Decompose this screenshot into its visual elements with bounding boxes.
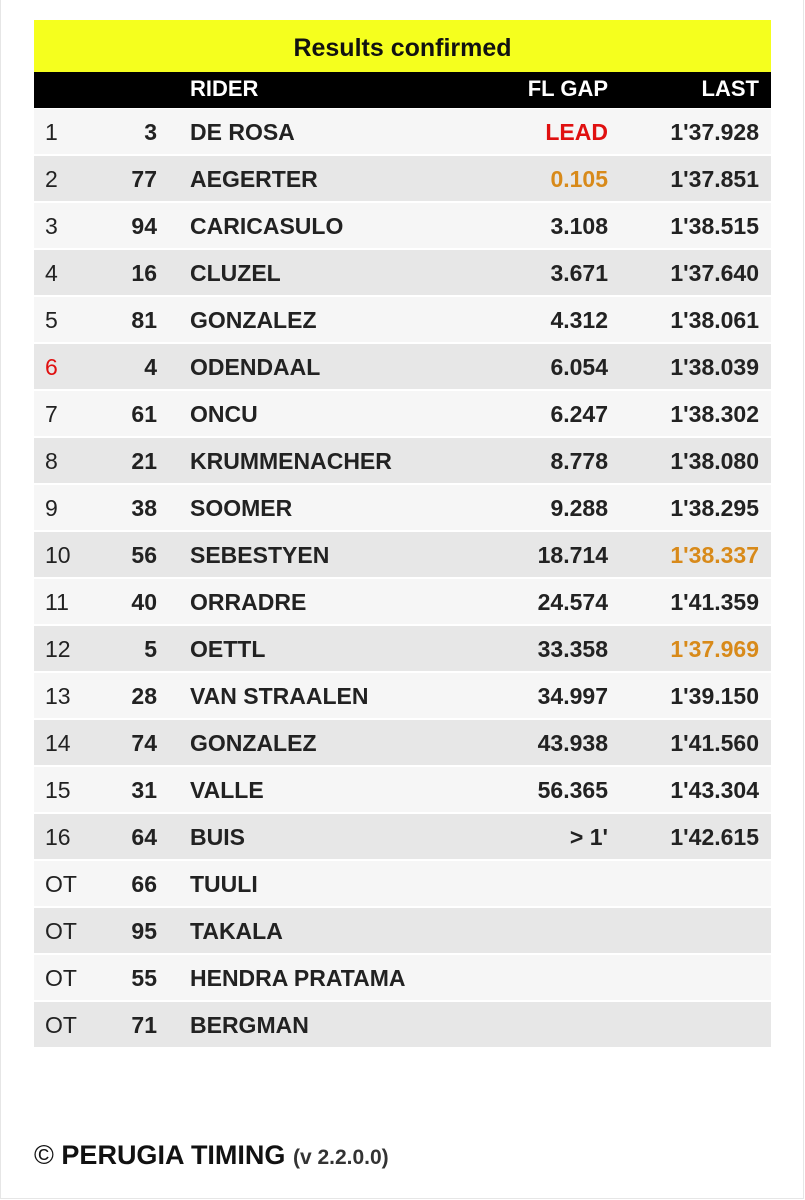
rider-number-cell: 71	[131, 1012, 157, 1038]
table-row	[34, 720, 771, 767]
rider-name-cell: SOOMER	[190, 495, 293, 521]
rider-name-cell: VAN STRAALEN	[190, 683, 369, 709]
table-row	[34, 908, 771, 955]
fl-gap-cell: 0.105	[550, 166, 608, 192]
table-row	[34, 344, 771, 391]
rider-number-cell: 28	[131, 683, 157, 709]
last-lap-cell: 1'38.061	[670, 307, 759, 333]
fl-gap-cell: 6.247	[550, 401, 608, 427]
rider-name-cell: SEBESTYEN	[190, 542, 330, 568]
position-cell: 5	[45, 307, 58, 333]
last-lap-cell: 1'37.969	[670, 636, 759, 662]
rider-name-cell: KRUMMENACHER	[190, 448, 392, 474]
last-lap-cell: 1'37.640	[670, 260, 759, 286]
rider-name-cell: OETTL	[190, 636, 266, 662]
rider-name-cell: TUULI	[190, 871, 258, 897]
position-cell: 15	[45, 777, 71, 803]
position-cell: 2	[45, 166, 58, 192]
footer-version: (v 2.2.0.0)	[292, 1146, 389, 1169]
table-row	[34, 1002, 771, 1049]
position-cell: 3	[45, 213, 58, 239]
rider-number-cell: 55	[131, 965, 157, 991]
table-header	[34, 72, 771, 108]
position-cell: OT	[45, 1012, 77, 1038]
position-cell: OT	[45, 965, 77, 991]
position-cell: 8	[45, 448, 58, 474]
position-cell: 13	[45, 683, 71, 709]
rider-name-cell: TAKALA	[190, 918, 283, 944]
table-row	[34, 955, 771, 1002]
fl-gap-cell: 8.778	[550, 448, 608, 474]
column-header-fl-gap: FL GAP	[527, 76, 608, 101]
rider-number-cell: 5	[144, 636, 157, 662]
rider-number-cell: 31	[131, 777, 157, 803]
rider-number-cell: 66	[131, 871, 157, 897]
table-row	[34, 626, 771, 673]
last-lap-cell: 1'43.304	[670, 777, 759, 803]
last-lap-cell: 1'41.560	[670, 730, 759, 756]
position-cell: 1	[45, 119, 58, 145]
table-row	[34, 532, 771, 579]
results-status-banner: Results confirmed	[34, 20, 771, 72]
last-lap-cell: 1'38.302	[670, 401, 759, 427]
rider-name-cell: GONZALEZ	[190, 730, 317, 756]
last-lap-cell: 1'38.039	[670, 354, 759, 380]
table-row	[34, 203, 771, 250]
fl-gap-cell: > 1'	[569, 824, 608, 850]
table-row	[34, 438, 771, 485]
rider-name-cell: AEGERTER	[190, 166, 318, 192]
rider-number-cell: 56	[131, 542, 157, 568]
position-cell: 4	[45, 260, 58, 286]
last-lap-cell: 1'38.295	[670, 495, 759, 521]
last-lap-cell: 1'39.150	[670, 683, 759, 709]
rider-name-cell: ONCU	[190, 401, 258, 427]
position-cell: OT	[45, 871, 77, 897]
fl-gap-cell: 43.938	[537, 730, 608, 756]
position-cell: 7	[45, 401, 58, 427]
rider-number-cell: 4	[144, 354, 157, 380]
last-lap-cell: 1'41.359	[670, 589, 759, 615]
footer-brand: PERUGIA TIMING	[61, 1140, 286, 1170]
rider-name-cell: CLUZEL	[190, 260, 281, 286]
rider-name-cell: GONZALEZ	[190, 307, 317, 333]
last-lap-cell: 1'37.928	[670, 119, 759, 145]
table-row	[34, 579, 771, 626]
fl-gap-cell: 3.671	[550, 260, 608, 286]
copyright-symbol: ©	[34, 1140, 54, 1170]
fl-gap-cell: 33.358	[537, 636, 608, 662]
table-row	[34, 109, 771, 156]
fl-gap-cell: 24.574	[537, 589, 608, 615]
rider-number-cell: 3	[144, 119, 157, 145]
column-header-rider: RIDER	[190, 76, 259, 101]
rider-name-cell: ORRADRE	[190, 589, 307, 615]
table-row	[34, 297, 771, 344]
last-lap-cell: 1'37.851	[670, 166, 759, 192]
last-lap-cell: 1'38.080	[670, 448, 759, 474]
position-cell: 9	[45, 495, 58, 521]
fl-gap-cell: 56.365	[537, 777, 608, 803]
table-row	[34, 673, 771, 720]
rider-name-cell: VALLE	[190, 777, 264, 803]
table-row	[34, 485, 771, 532]
rider-number-cell: 94	[131, 213, 157, 239]
rider-name-cell: BUIS	[190, 824, 245, 850]
rider-number-cell: 21	[131, 448, 157, 474]
rider-name-cell: CARICASULO	[190, 213, 344, 239]
position-cell: 6	[45, 354, 58, 380]
fl-gap-cell: 6.054	[550, 354, 608, 380]
fl-gap-cell: 34.997	[537, 683, 608, 709]
rider-number-cell: 74	[131, 730, 157, 756]
footer	[34, 1140, 389, 1171]
last-lap-cell: 1'38.515	[670, 213, 759, 239]
table-row	[34, 391, 771, 438]
rider-number-cell: 64	[131, 824, 157, 850]
rider-name-cell: DE ROSA	[190, 119, 295, 145]
rider-number-cell: 38	[131, 495, 157, 521]
table-row	[34, 814, 771, 861]
rider-number-cell: 61	[131, 401, 157, 427]
column-header-last: LAST	[701, 76, 759, 101]
rider-number-cell: 77	[131, 166, 157, 192]
position-cell: 12	[45, 636, 71, 662]
results-table	[34, 109, 771, 1049]
table-row	[34, 250, 771, 297]
rider-number-cell: 16	[131, 260, 157, 286]
rider-name-cell: BERGMAN	[190, 1012, 309, 1038]
rider-number-cell: 40	[131, 589, 157, 615]
table-row	[34, 767, 771, 814]
fl-gap-cell: 9.288	[550, 495, 608, 521]
last-lap-cell: 1'38.337	[670, 542, 759, 568]
last-lap-cell: 1'42.615	[670, 824, 759, 850]
rider-name-cell: HENDRA PRATAMA	[190, 965, 406, 991]
rider-name-cell: ODENDAAL	[190, 354, 321, 380]
position-cell: 11	[45, 589, 69, 615]
table-row	[34, 156, 771, 203]
fl-gap-cell: 18.714	[537, 542, 608, 568]
position-cell: 10	[45, 542, 71, 568]
position-cell: OT	[45, 918, 77, 944]
table-row	[34, 861, 771, 908]
position-cell: 16	[45, 824, 71, 850]
rider-number-cell: 95	[131, 918, 157, 944]
rider-number-cell: 81	[131, 307, 157, 333]
fl-gap-cell: 3.108	[550, 213, 608, 239]
position-cell: 14	[45, 730, 71, 756]
fl-gap-cell: 4.312	[550, 307, 608, 333]
fl-gap-cell: LEAD	[545, 119, 608, 145]
